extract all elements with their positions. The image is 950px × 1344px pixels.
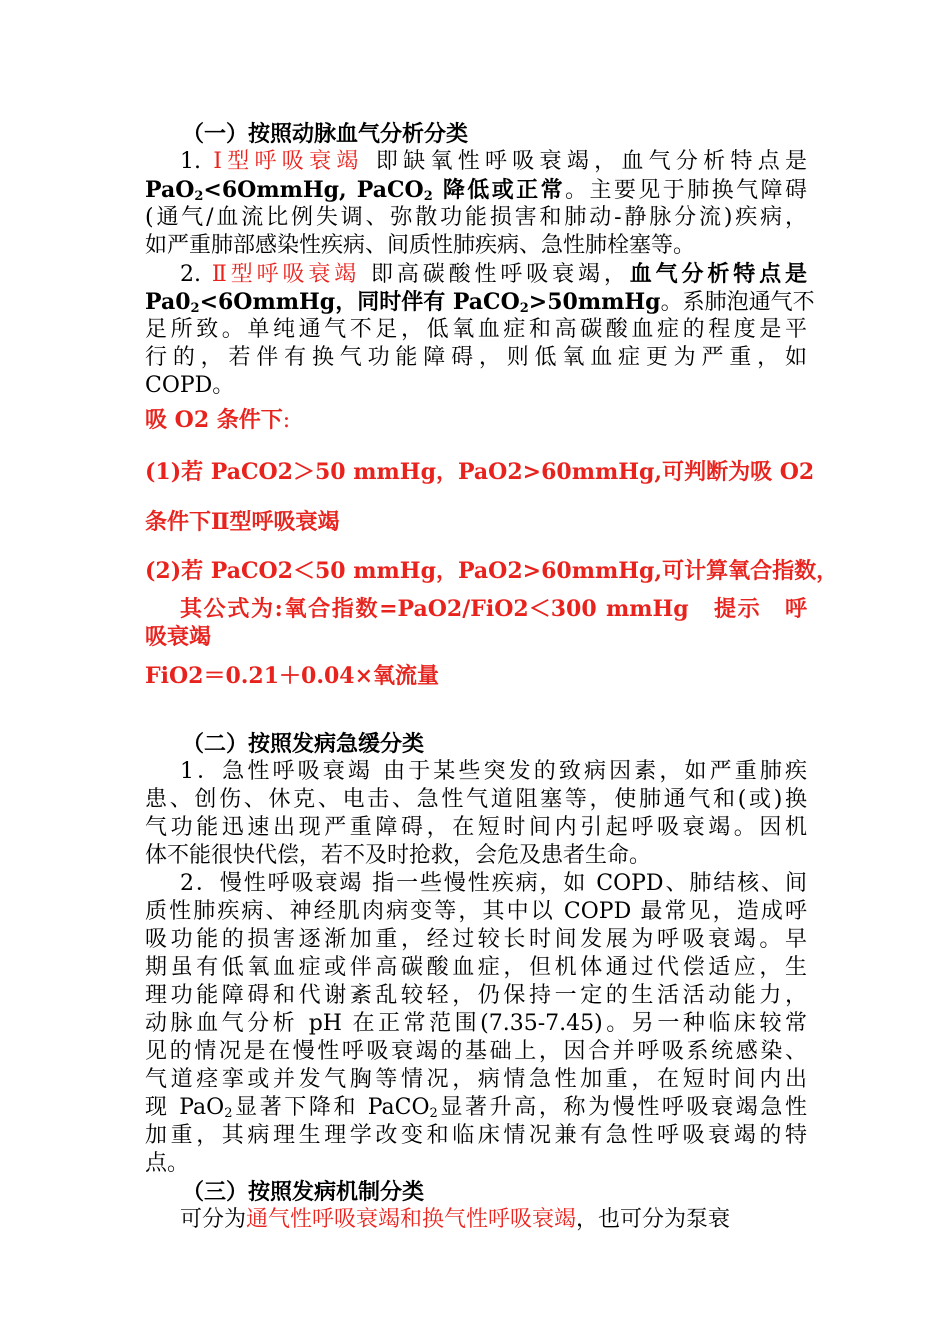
acute-line-4: 体不能很快代偿，若不及时抢救，会危及患者生命。: [145, 843, 652, 868]
rule-2-line-3: 吸衰竭: [145, 624, 212, 650]
type2-line-4: 行的，若伴有换气功能障碍，则低氧血症更为严重，如: [145, 345, 807, 370]
chronic-line-11: 点。: [145, 1151, 190, 1176]
chronic-line-2: 质性肺疾病、神经肌肉病变等，其中以 COPD 最常见，造成呼: [145, 899, 807, 924]
chronic-line-1: 2．慢性呼吸衰竭 指一些慢性疾病，如 COPD、肺结核、间: [180, 871, 807, 896]
acute-line-1: 1．急性呼吸衰竭 由于某些突发的致病因素，如严重肺疾: [180, 759, 807, 784]
rule-1-line-2: 条件下Ⅱ型呼吸衰竭: [145, 509, 340, 535]
chronic-line-3: 吸功能的损害逐渐加重，经过较长时间发展为呼吸衰竭。早: [145, 927, 807, 952]
mechanism-line-1: 可分为通气性呼吸衰竭和换气性呼吸衰竭，也可分为泵衰: [180, 1207, 731, 1232]
section-3-heading: （三）按照发病机制分类: [182, 1179, 425, 1205]
mechanism-types: 通气性呼吸衰竭和换气性呼吸衰竭: [246, 1207, 577, 1232]
chronic-line-10: 加重，其病理生理学改变和临床情况兼有急性呼吸衰竭的特: [145, 1123, 807, 1148]
acute-line-3: 气功能迅速出现严重障碍，在短时间内引起呼吸衰竭。因机: [145, 815, 807, 840]
section-1-heading: （一）按照动脉血气分析分类: [182, 121, 469, 147]
type1-line-2: PaO$_2$<6OmmHg, PaCO$_2$ 降低或正常。主要见于肺换气障碍: [145, 177, 807, 204]
o2-condition-title: 吸 O2 条件下:: [145, 407, 291, 433]
type2-line-5: COPD。: [145, 373, 235, 398]
type1-line-3: (通气/血流比例失调、弥散功能损害和肺动-静脉分流)疾病，: [145, 205, 807, 230]
chronic-line-5: 理功能障碍和代谢紊乱较轻，仍保持一定的生活活动能力，: [145, 983, 807, 1008]
acute-line-2: 患、创伤、休克、电击、急性气道阻塞等，使肺通气和(或)换: [145, 787, 807, 812]
type2-line-2: $Pa0_2<6OmmHg$，同时伴有 PaCO$_2$>50mmHg。系肺泡通气不: [145, 289, 815, 316]
chronic-line-8: 气道痉挛或并发气胸等情况，病情急性加重，在短时间内出: [145, 1067, 807, 1092]
type2-name: Ⅱ型呼吸衰竭: [211, 262, 361, 287]
type2-line-1: 2. Ⅱ型呼吸衰竭 即高碳酸性呼吸衰竭，血气分析特点是: [180, 261, 807, 287]
section-2-heading: （二）按照发病急缓分类: [182, 731, 425, 757]
rule-1-line-1: (1)若 PaCO2＞50 mmHg，PaO2>60mmHg,可判断为吸 O2: [145, 459, 815, 485]
type2-line-3: 足所致。单纯通气不足，低氧血症和高碳酸血症的程度是平: [145, 317, 807, 342]
rule-2-line-2: 其公式为:氧合指数=PaO2/FiO2＜300 mmHg 提示 呼: [180, 596, 807, 622]
type1-name: Ⅰ型呼吸衰竭: [213, 149, 364, 174]
type1-line-4: 如严重肺部感染性疾病、间质性肺疾病、急性肺栓塞等。: [145, 233, 696, 258]
chronic-line-7: 见的情况是在慢性呼吸衰竭的基础上，因合并呼吸系统感染、: [145, 1039, 807, 1064]
fio2-formula: FiO2＝0.21＋0.04×氧流量: [145, 663, 440, 689]
type1-line-1: 1. Ⅰ型呼吸衰竭 即缺氧性呼吸衰竭，血气分析特点是: [180, 149, 808, 174]
chronic-line-4: 期虽有低氧血症或伴高碳酸血症，但机体通过代偿适应，生: [145, 955, 807, 980]
chronic-line-9: 现 PaO$_2$显著下降和 PaCO$_2$显著升高，称为慢性呼吸衰竭急性: [145, 1095, 807, 1121]
chronic-line-6: 动脉血气分析 pH 在正常范围(7.35-7.45)。另一种临床较常: [145, 1011, 807, 1036]
rule-2-line-1: (2)若 PaCO2＜50 mmHg，PaO2>60mmHg,可计算氧合指数，: [145, 558, 839, 584]
